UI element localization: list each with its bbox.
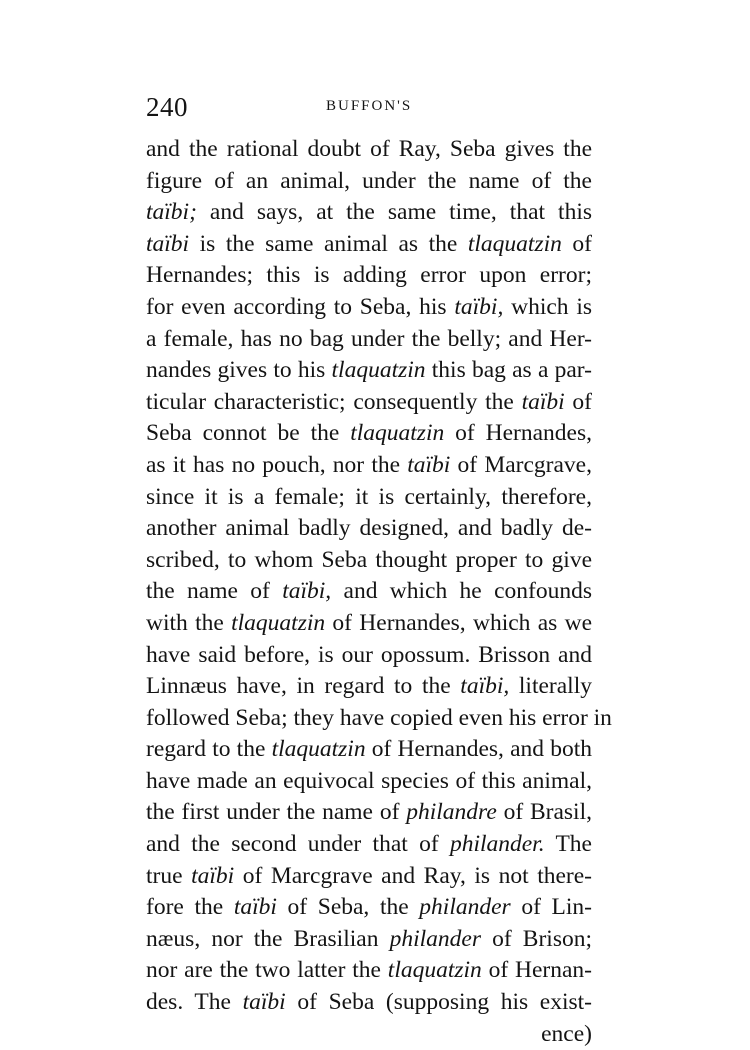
text-line (146, 640, 592, 672)
italic-term: taïbi (233, 894, 277, 921)
text-line (146, 260, 592, 292)
text-segment: Seba connot be the (146, 420, 351, 447)
text-segment: and the rational doubt of Ray, Seba gives the (146, 136, 592, 162)
italic-term: tlaquatzin (231, 609, 326, 636)
text-line (146, 229, 592, 261)
text-segment: since it is a female; it is certainly, therefore, (146, 483, 592, 510)
text-segment: have said before, is our opossum. Brisson and (146, 641, 592, 668)
text-segment: literally (509, 673, 592, 700)
page-number: 240 (146, 92, 188, 122)
running-head: BUFFON'S (326, 98, 413, 114)
italic-term: philander. (449, 831, 545, 858)
italic-term: tlaquatzin (467, 230, 562, 257)
text-line (146, 734, 592, 766)
text-line (146, 608, 592, 640)
text-segment: the first under the name of (146, 799, 407, 826)
text-segment: have made an equivocal species of this animal, (146, 767, 592, 794)
text-line (146, 576, 592, 608)
text-segment: true (146, 862, 192, 889)
italic-term: taïbi (407, 451, 451, 478)
italic-term: taïbi, (282, 578, 332, 605)
text-segment: of Hernandes, (444, 420, 593, 447)
text-segment: is the same animal as the (189, 230, 468, 257)
text-line (146, 987, 592, 1019)
text-line (146, 197, 592, 229)
text-line (146, 829, 592, 861)
text-line (146, 134, 592, 166)
italic-term: taïbi (242, 989, 286, 1016)
text-segment: of Hernan- (481, 957, 592, 984)
text-line (146, 324, 592, 356)
text-segment: with the (146, 609, 232, 636)
text-segment: ticular characteristic; consequently the (146, 388, 522, 415)
text-segment: and the second under that of (146, 831, 450, 858)
text-segment: of Seba (supposing his exist- (285, 989, 593, 1016)
text-segment: figure of an animal, under the name of the (146, 167, 592, 194)
italic-term: taïbi, (460, 673, 510, 700)
text-segment: which is (503, 293, 592, 320)
italic-term: tlaquatzin (271, 736, 366, 763)
italic-term: philandre (406, 799, 497, 826)
text-segment: of Marcgrave and Ray, is not there- (234, 862, 592, 889)
italic-term: philander (419, 894, 511, 921)
italic-term: taïbi (521, 388, 565, 415)
text-segment: The (544, 831, 592, 858)
text-segment: of Hernandes, which as we (325, 609, 592, 636)
text-line (146, 797, 592, 829)
text-line (146, 482, 592, 514)
italic-term: tlaquatzin (350, 420, 445, 447)
text-segment: of Brasil, (496, 799, 592, 826)
page-header (146, 92, 592, 122)
text-segment: the name of (146, 578, 283, 605)
text-segment: Hernandes; this is adding error upon error; (146, 262, 592, 289)
text-line (146, 545, 592, 577)
text-segment: of (561, 230, 593, 257)
italic-term: taïbi (191, 862, 235, 889)
italic-term: philander (389, 925, 481, 952)
text-line (146, 387, 592, 419)
italic-term: tlaquatzin (331, 357, 426, 384)
body-text (146, 134, 612, 1050)
text-line (146, 513, 592, 545)
text-line (146, 766, 592, 798)
text-line (146, 892, 592, 924)
text-segment: ence) (541, 1020, 592, 1047)
text-line (146, 355, 592, 387)
text-segment: and says, at the same time, that this (196, 199, 592, 226)
text-segment: a female, has no bag under the belly; and Her- (146, 325, 592, 352)
text-segment: as it has no pouch, nor the (146, 451, 408, 478)
text-line (146, 924, 592, 956)
text-line (146, 1019, 592, 1050)
text-line (146, 671, 592, 703)
text-segment: scribed, to whom Seba thought proper to give (146, 546, 592, 573)
text-segment: for even according to Seba, his (146, 293, 455, 320)
text-segment: followed Seba; they have copied even his error in (146, 704, 612, 731)
text-segment: of (564, 388, 592, 415)
text-segment: of Lin- (510, 894, 592, 921)
text-line (146, 418, 592, 450)
text-line (146, 703, 612, 735)
text-segment: nor are the two latter the (146, 957, 388, 984)
text-segment: of Seba, the (276, 894, 420, 921)
text-segment: of Brison; (480, 925, 592, 952)
italic-term: taïbi, (454, 293, 504, 320)
text-segment: another animal badly designed, and badly de- (146, 515, 592, 542)
text-segment: næus, nor the Brasilian (146, 925, 390, 952)
text-segment: nandes gives to his (146, 357, 332, 384)
text-segment: of Marcgrave, (450, 451, 592, 478)
text-segment: fore the (146, 894, 234, 921)
italic-term: tlaquatzin (387, 957, 482, 984)
italic-term: taïbi (146, 230, 190, 257)
text-segment: regard to the (146, 736, 272, 763)
text-segment: of Hernandes, and both (365, 736, 592, 763)
text-segment: Linnæus have, in regard to the (146, 673, 461, 700)
text-segment: and which he confounds (331, 578, 592, 605)
text-line (146, 861, 592, 893)
italic-term: taïbi; (146, 199, 197, 226)
text-segment: des. The (146, 989, 243, 1016)
text-line (146, 292, 592, 324)
text-segment: this bag as a par- (425, 357, 592, 384)
text-line (146, 955, 592, 987)
text-line (146, 450, 592, 482)
text-line (146, 166, 592, 198)
